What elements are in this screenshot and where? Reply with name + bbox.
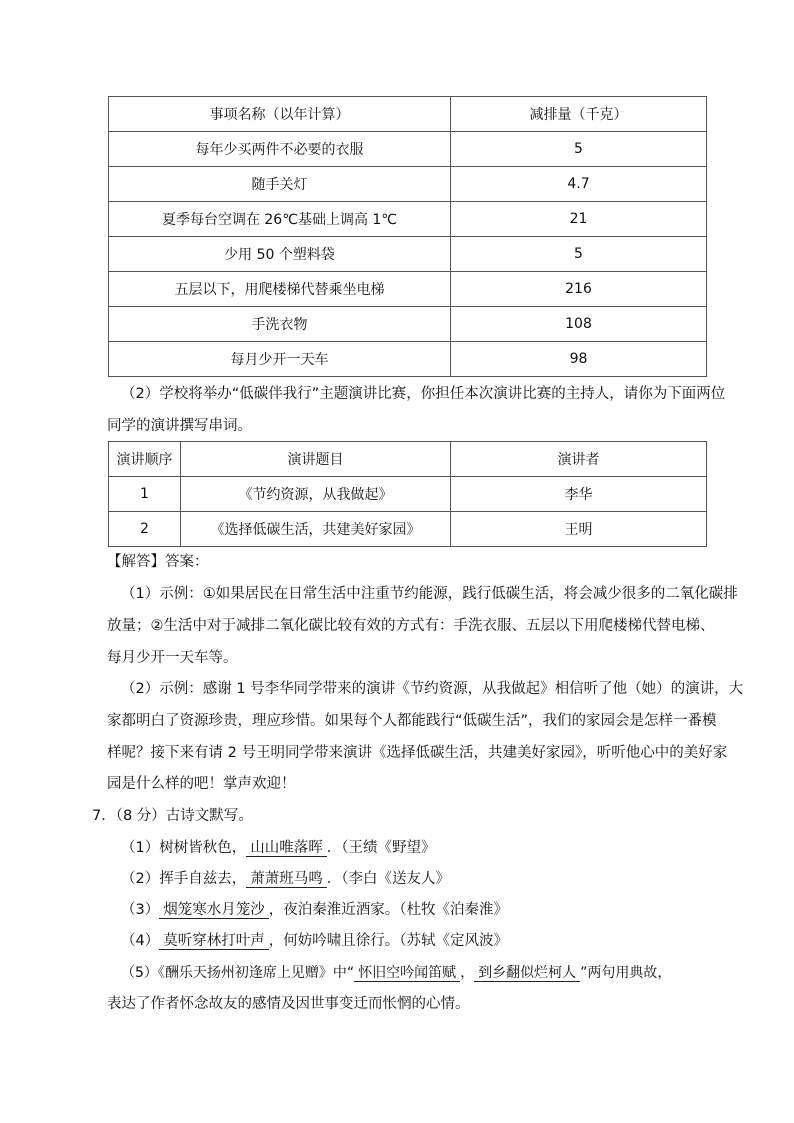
table-row (109, 167, 707, 202)
answer-1-text: 放量；②生活中对于减排二氧化碳比较有效的方式有：手洗衣服、五层以下用爬楼梯代替电梯、 (107, 618, 715, 634)
question-2-text: 同学的演讲撰写串词。 (107, 418, 252, 434)
table-row (109, 202, 707, 237)
table-header-cell: 演讲顺序 (109, 442, 181, 477)
table-cell: 5 (451, 237, 707, 272)
table-cell: 手洗衣物 (109, 307, 451, 342)
poem-item-5 (121, 963, 671, 983)
poem-item-prefix: （3） (121, 902, 160, 918)
table-cell: 夏季每台空调在 26℃基础上调高 1℃ (109, 202, 451, 237)
table-cell: 2 (109, 512, 181, 547)
answer-2-text: 园是什么样的吧！掌声欢迎！ (107, 776, 296, 792)
table-cell: 王明 (451, 512, 707, 547)
answer-label: 【解答】答案： (107, 554, 209, 570)
poem-item-suffix: ．（李白《送友人》 (326, 871, 450, 887)
table-header-row (109, 97, 707, 132)
answer-1-text: 每月少开一天车等。 (107, 650, 238, 666)
poem-item-suffix: ，何妨吟啸且徐行。（苏轼《定风波》 (268, 933, 508, 949)
table-cell: 5 (451, 132, 707, 167)
table-row (109, 512, 707, 547)
table-row (109, 477, 707, 512)
poem-answer: 怀旧空吟闻笛赋 (354, 965, 460, 982)
poem-item-3 (121, 900, 508, 920)
question-2-text: （2）学校将举办“低碳伴我行”主题演讲比赛，你担任本次演讲比赛的主持人，请你为下面两位 (121, 386, 726, 402)
poem-item-prefix: （2）挥手自兹去， (121, 871, 247, 887)
table-cell: 每月少开一天车 (109, 342, 451, 377)
table-header-row (109, 442, 707, 477)
table-row (109, 132, 707, 167)
table-header-cell: 减排量（千克） (451, 97, 707, 132)
table-header-cell: 演讲者 (451, 442, 707, 477)
poem-item-sep: ， (460, 965, 475, 981)
table-cell: 216 (451, 272, 707, 307)
table-cell: 《节约资源，从我做起》 (181, 477, 451, 512)
table-cell: 李华 (451, 477, 707, 512)
poem-item-4 (121, 931, 508, 951)
table-cell: 98 (451, 342, 707, 377)
table-cell: 少用 50 个塑料袋 (109, 237, 451, 272)
table-cell: 21 (451, 202, 707, 237)
poem-item-suffix: ，夜泊秦淮近酒家。（杜牧《泊秦淮》 (268, 902, 508, 918)
answer-2-text: 家都明白了资源珍贵，理应珍惜。如果每个人都能践行“低碳生活”，我们的家园会是怎样一番模 (107, 713, 717, 729)
table-row (109, 272, 707, 307)
table-cell: 随手关灯 (109, 167, 451, 202)
poem-answer: 到乡翻似烂柯人 (474, 965, 580, 982)
table-row (109, 307, 707, 342)
poem-answer: 萧萧班马鸣 (246, 871, 327, 888)
poem-item-1 (121, 838, 435, 858)
table-cell: 4.7 (451, 167, 707, 202)
answer-2-text: （2）示例：感谢 1 号李华同学带来的演讲《节约资源，从我做起》相信听了他（她）的演讲，大 (121, 681, 744, 697)
answer-1-text: （1）示例：①如果居民在日常生活中注重节约能源，践行低碳生活，将会减少很多的二氧化碳排 (121, 586, 738, 602)
poem-item-prefix: （1）树树皆秋色， (121, 840, 247, 856)
poem-item-suffix: ”两句用典故， (580, 965, 672, 981)
speech-table (108, 441, 707, 547)
emission-table (108, 96, 707, 377)
table-cell: 五层以下，用爬楼梯代替乘坐电梯 (109, 272, 451, 307)
poem-answer: 烟笼寒水月笼沙 (159, 902, 269, 919)
poem-answer: 莫听穿林打叶声 (159, 933, 269, 950)
answer-2-text: 样呢？接下来有请 2 号王明同学带来演讲《选择低碳生活，共建美好家园》，听听他心中的美好家 (107, 745, 728, 761)
poem-answer: 山山唯落晖 (246, 840, 327, 857)
table-cell: 《选择低碳生活，共建美好家园》 (181, 512, 451, 547)
table-header-cell: 演讲题目 (181, 442, 451, 477)
poem-item-2 (121, 869, 450, 889)
poem-item-prefix: （5）《酬乐天扬州初逢席上见赠》中“ (121, 965, 355, 981)
table-cell: 108 (451, 307, 707, 342)
poem-item-suffix: ．（王绩《野望》 (326, 840, 436, 856)
poem-item-prefix: （4） (121, 933, 160, 949)
question-7-title: 7．（8 分）古诗文默写。 (92, 808, 253, 824)
table-cell: 1 (109, 477, 181, 512)
table-header-cell: 事项名称（以年计算） (109, 97, 451, 132)
table-row (109, 237, 707, 272)
table-cell: 每年少买两件不必要的衣服 (109, 132, 451, 167)
poem-item-5-continuation: 表达了作者怀念故友的感情及因世事变迁而怅惘的心情。 (107, 996, 470, 1012)
table-row (109, 342, 707, 377)
